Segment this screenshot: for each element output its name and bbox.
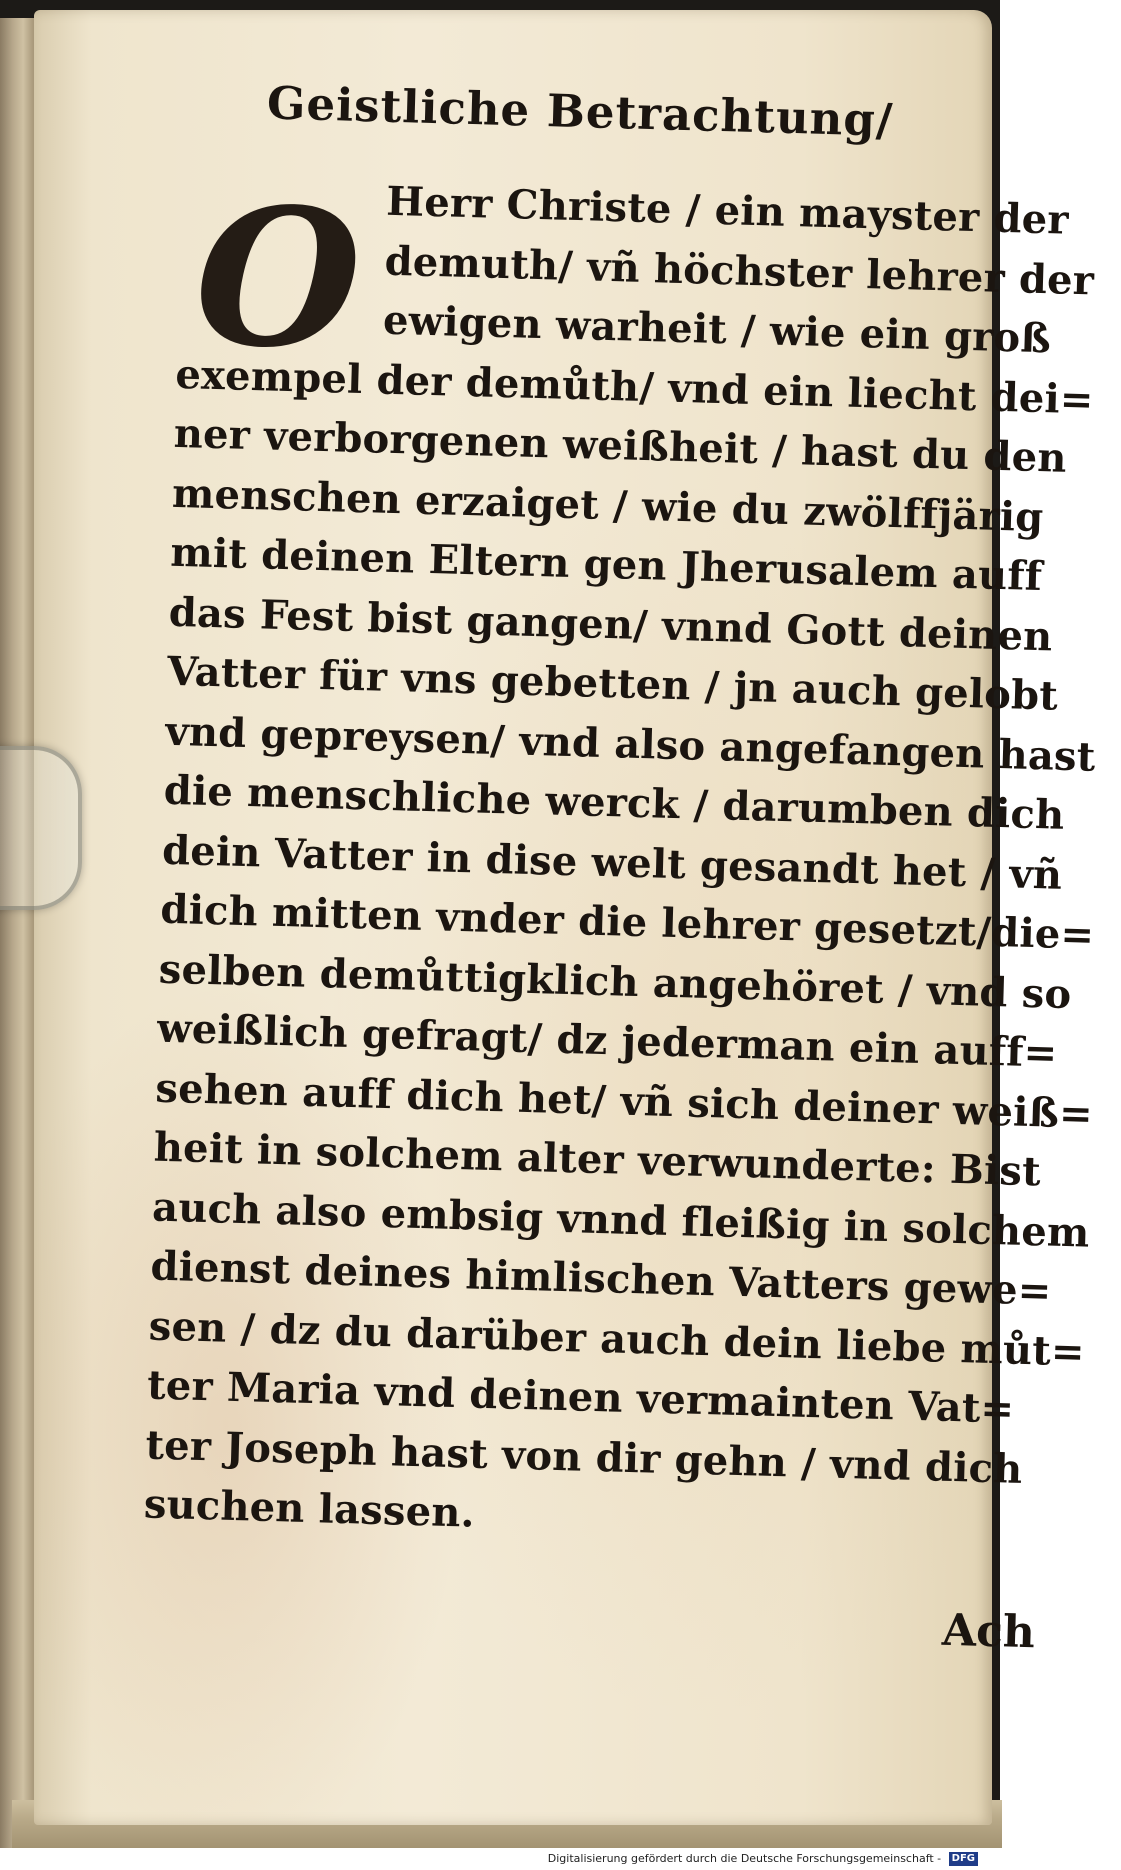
text-line: selben demůttigklich angehöret / vnd so xyxy=(158,945,1073,1018)
funding-credit-text: Digitalisierung gefördert durch die Deutsche Forschungsgemeinschaft - xyxy=(547,1852,942,1865)
text-line: suchen lassen. xyxy=(143,1480,476,1537)
funding-credit xyxy=(548,1850,978,1868)
text-line: ewigen warheit / wie ein groß xyxy=(382,296,1052,363)
footer-bar xyxy=(0,1848,1000,1870)
text-line: heit in solchem alter verwunderte: Bist xyxy=(153,1123,1042,1196)
text-line: dienst deines himlischen Vatters gewe= xyxy=(149,1242,1053,1315)
text-line: ter Maria vnd deinen vermainten Vat= xyxy=(146,1361,1015,1433)
text-line: Herr Christe / ein mayster der xyxy=(385,177,1070,244)
text-line: menschen erzaiget / wie du zwölffjärig xyxy=(171,469,1045,541)
text-line: demuth/ vñ höchster lehrer der xyxy=(384,237,1095,304)
page-clip xyxy=(0,746,82,910)
text-line: dein Vatter in dise welt gesandt het / vñ xyxy=(161,826,1063,899)
catchword: Ach xyxy=(941,1604,1036,1659)
text-line: vnd gepreysen/ vnd also angefangen hast xyxy=(164,707,1097,781)
book-page xyxy=(34,10,1097,1825)
page-heading: Geistliche Betrachtung/ xyxy=(266,76,895,147)
text-line: mit deinen Eltern gen Jherusalem auff xyxy=(169,528,1043,601)
page-text-block xyxy=(143,70,1097,1557)
text-line: dich mitten vnder die lehrer gesetzt/die= xyxy=(159,885,1095,959)
text-line: sen / dz du darüber auch dein liebe můt= xyxy=(148,1302,1086,1376)
text-line: Vatter für vns gebetten / jn auch gelobt xyxy=(166,647,1059,720)
text-line: sehen auff dich het/ vñ sich deiner weiß= xyxy=(154,1064,1094,1138)
text-line: exempel der demůth/ vnd ein liecht dei= xyxy=(174,350,1095,424)
text-line: auch also embsig vnnd fleißig in solchem xyxy=(151,1183,1091,1257)
dfg-logo: DFG xyxy=(949,1852,978,1866)
text-line: die menschliche werck / darumben dich xyxy=(163,766,1066,839)
text-line: das Fest bist gangen/ vnnd Gott deinen xyxy=(168,588,1054,660)
text-line: ter Joseph hast von dir gehn / vnd dich xyxy=(144,1420,1024,1493)
drop-cap-initial: O xyxy=(192,164,365,392)
text-line: weißlich gefragt/ dz jederman ein auff= xyxy=(156,1004,1059,1077)
text-line: ner verborgenen weißheit / hast du den xyxy=(173,409,1068,482)
